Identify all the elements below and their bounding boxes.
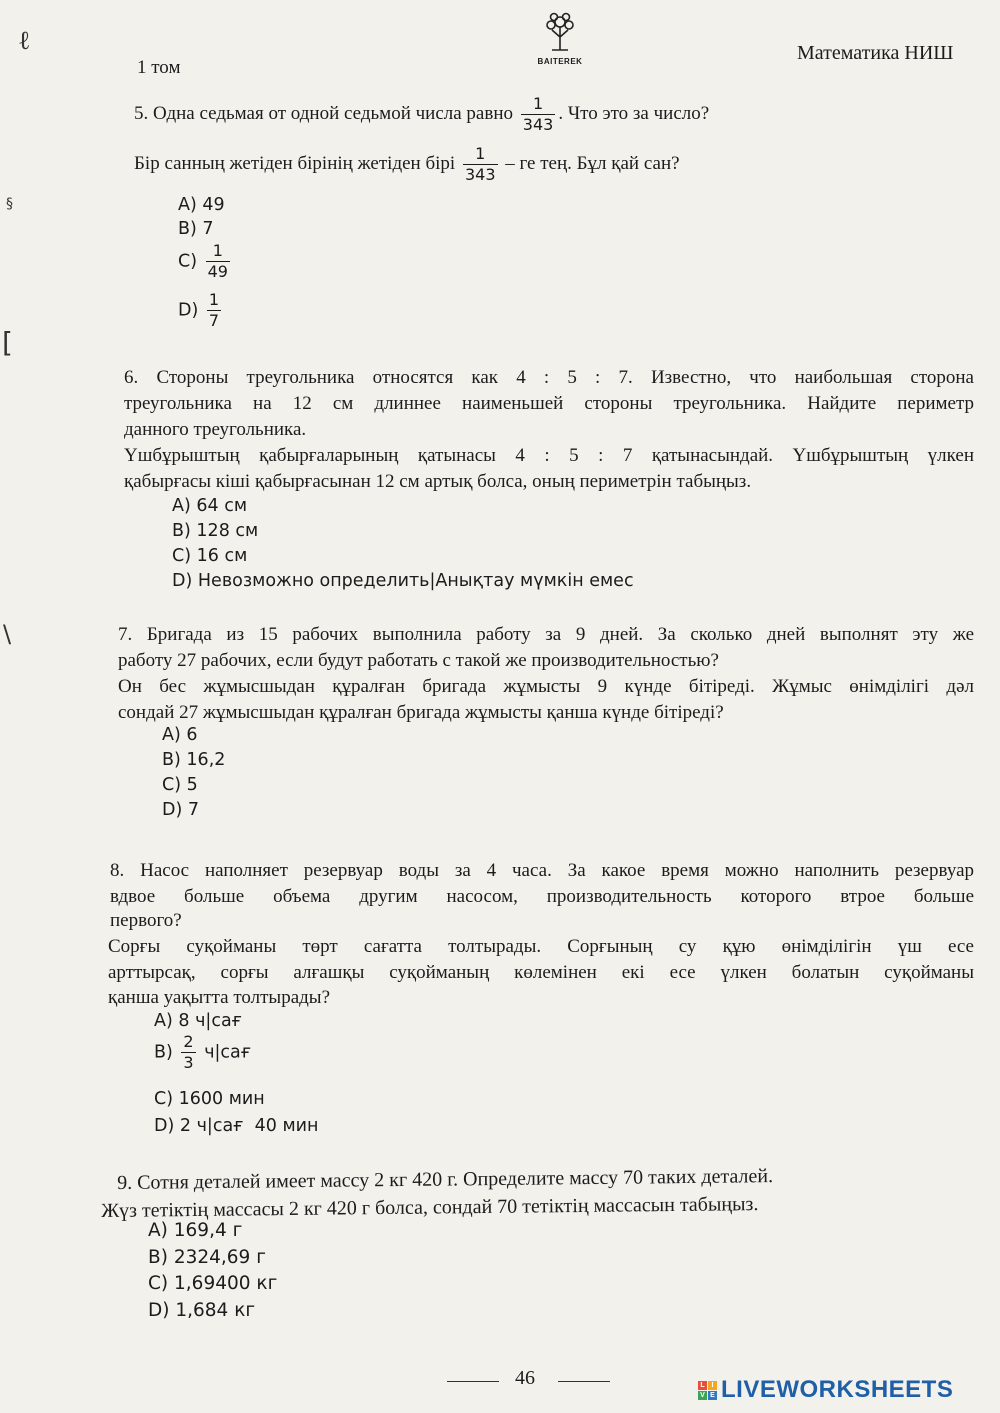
option-text: 64 см <box>196 496 248 516</box>
option-text: 7 <box>187 800 200 820</box>
question-5-ru <box>134 96 709 133</box>
question-6-number: 6. <box>124 367 139 388</box>
question-8-number: 8. <box>110 860 125 881</box>
option-text: 169,4 г <box>173 1220 243 1241</box>
option-text: 16 см <box>196 546 248 566</box>
question-8-option-a[interactable] <box>154 1011 242 1031</box>
liveworksheets-logo-icon <box>698 1381 717 1400</box>
question-5-ru-fraction <box>521 96 556 133</box>
question-8-ru-line-2: вдвое больше объема другим насосом, производительность которого втрое больше <box>110 886 974 907</box>
fraction-denominator: 343 <box>522 115 554 134</box>
option-text: 5 <box>186 775 198 795</box>
liveworksheets-brand: LIVEWORKSHEETS <box>721 1376 954 1403</box>
question-8-kz-line-3: қанша уақытта толтырады? <box>108 987 330 1008</box>
question-7-option-b[interactable] <box>162 750 225 770</box>
fraction-numerator: 1 <box>212 241 223 260</box>
question-6-option-d[interactable] <box>172 571 634 591</box>
badge-letter: E <box>708 1391 717 1400</box>
option-fraction <box>206 243 230 280</box>
question-7-text: Бригада из 15 рабочих выполнила работу за 9 дней. За сколько дней выполнят эту же <box>146 624 975 645</box>
question-6-ru-line-2: треугольника на 12 см длиннее наименьшей стороны треугольника. Найдите периметр <box>124 393 974 414</box>
option-label: A) <box>154 1011 173 1031</box>
question-6-kz-line-2: қабырғасы кіші қабырғасынан 12 см артық болса, оның периметрін табыңыз. <box>124 471 752 492</box>
option-text: 49 <box>202 195 225 215</box>
option-text: 6 <box>186 725 198 745</box>
option-label: A) <box>148 1220 168 1241</box>
margin-pen-mark: ℓ <box>18 26 31 56</box>
fraction-denominator: 49 <box>207 262 228 281</box>
option-label: C) <box>162 775 182 795</box>
subject-label: Математика НИШ <box>797 42 954 64</box>
question-7-option-c[interactable] <box>162 775 198 795</box>
page-number: 46 <box>515 1367 535 1389</box>
option-text: 1,684 кг <box>175 1300 256 1321</box>
liveworksheets-watermark <box>698 1376 953 1404</box>
baiterek-logo <box>525 10 595 66</box>
question-5-kz-tail: – ге тең. Бұл қай сан? <box>505 152 680 174</box>
option-text: 1600 мин <box>178 1089 265 1109</box>
option-text: ч|сағ <box>204 1042 252 1063</box>
question-5-kz-fraction <box>463 146 498 183</box>
question-7-kz-line-2: сондай 27 жұмысшыдан құралған бригада жұмысты қанша күнде бітіреді? <box>118 702 724 723</box>
question-8-option-d[interactable] <box>154 1116 318 1136</box>
question-8-ru-line-1 <box>110 858 974 884</box>
question-6-text: Стороны треугольника относятся как 4 : 5 : 7. Известно, что наибольшая сторона <box>156 367 974 388</box>
option-label: A) <box>172 496 191 516</box>
question-9-kz: Жүз тетіктің массасы 2 кг 420 г болса, сондай 70 тетіктің массасын табыңыз. <box>101 1193 759 1222</box>
question-5-option-d[interactable] <box>178 292 224 329</box>
question-6-ru-line-3: данного треугольника. <box>124 419 307 440</box>
question-9-option-b[interactable] <box>148 1247 266 1268</box>
fraction-denominator: 3 <box>183 1053 194 1072</box>
option-text: 2 ч|сағ 40 мин <box>179 1116 319 1136</box>
fraction-numerator: 2 <box>183 1032 194 1051</box>
fraction-numerator: 1 <box>208 290 220 309</box>
question-8-kz-line-2: арттырсақ, сорғы алғашқы суқойманың көлемінен екі есе үлкен болатын суқойманы <box>108 962 974 983</box>
question-6-ru-line-1 <box>124 365 974 391</box>
question-5-option-b[interactable] <box>178 219 214 239</box>
question-7-option-a[interactable] <box>162 725 198 745</box>
option-label: B) <box>148 1247 168 1268</box>
option-label: A) <box>162 725 181 745</box>
question-5-option-c[interactable] <box>178 243 233 280</box>
badge-letter: L <box>698 1381 707 1390</box>
question-5-kz <box>134 146 680 183</box>
question-8-option-c[interactable] <box>154 1089 265 1109</box>
option-label: C) <box>178 251 198 272</box>
question-9-text: Сотня деталей имеет массу 2 кг 420 г. Определите массу 70 таких деталей. <box>137 1165 774 1194</box>
question-6-option-b[interactable] <box>172 521 258 541</box>
question-7-kz-line-1: Он бес жұмысшыдан құралған бригада жұмысты 9 күнде бітіреді. Жұмыс өнімділігі дәл <box>118 676 974 697</box>
question-5-ru-text: Одна седьмая от одной седьмой числа равно <box>153 102 514 124</box>
option-fraction <box>207 292 221 329</box>
question-6-option-c[interactable] <box>172 546 247 566</box>
question-5-kz-text: Бір санның жетіден бірінің жетіден бірі <box>134 152 456 174</box>
question-7-ru-line-1 <box>118 622 974 648</box>
footer-rule-left <box>447 1381 499 1382</box>
option-label: C) <box>148 1273 169 1294</box>
option-label: C) <box>154 1089 174 1109</box>
margin-pen-mark: \ <box>3 620 12 648</box>
question-9-option-d[interactable] <box>148 1300 255 1321</box>
option-text: 1,69400 кг <box>174 1273 278 1294</box>
question-7-ru-line-2: работу 27 рабочих, если будут работать с такой же производительностью? <box>118 650 719 671</box>
question-5-option-a[interactable] <box>178 195 225 215</box>
option-text: 2324,69 г <box>173 1247 266 1268</box>
logo-text: BAITEREK <box>537 57 583 66</box>
question-8-text: Насос наполняет резервуар воды за 4 часа. За какое время можно наполнить резервуар <box>140 860 974 881</box>
question-7-option-d[interactable] <box>162 800 199 820</box>
fraction-numerator: 1 <box>475 144 486 163</box>
option-text: Невозможно определить|Анықтау мүмкін емес <box>197 571 634 591</box>
option-label: B) <box>172 521 191 541</box>
fraction-denominator: 343 <box>464 165 496 184</box>
option-label: D) <box>148 1300 170 1321</box>
footer-rule-right <box>558 1381 610 1382</box>
badge-letter: I <box>708 1381 717 1390</box>
option-label: D) <box>162 800 183 820</box>
question-6-kz-line-1: Үшбұрыштың қабырғаларының қатынасы 4 : 5 : 7 қатынасындай. Үшбұрыштың үлкен <box>124 445 974 466</box>
option-fraction <box>181 1034 195 1071</box>
question-8-option-b[interactable] <box>154 1034 251 1071</box>
margin-pen-mark: § <box>6 196 13 212</box>
question-5-number: 5. <box>134 102 149 124</box>
option-label: D) <box>178 300 199 321</box>
question-5-ru-tail: . Что это за число? <box>558 102 710 124</box>
option-label: C) <box>172 546 192 566</box>
badge-letter: V <box>698 1391 707 1400</box>
option-text: 7 <box>202 219 214 239</box>
question-8-ru-line-3: первого? <box>110 910 182 931</box>
option-label: B) <box>154 1042 173 1063</box>
question-8-kz-line-1: Сорғы суқойманы төрт сағатта толтырады. Сорғының су құю өнімділігін үш есе <box>108 936 974 957</box>
option-text: 8 ч|сағ <box>178 1011 242 1031</box>
option-label: B) <box>162 750 181 770</box>
question-9-option-c[interactable] <box>148 1273 277 1294</box>
option-label: A) <box>178 195 197 215</box>
fraction-numerator: 1 <box>532 94 544 113</box>
option-text: 16,2 <box>186 750 226 770</box>
tree-icon <box>538 10 582 54</box>
option-label: D) <box>172 571 193 591</box>
fraction-denominator: 7 <box>208 311 220 330</box>
question-7-number: 7. <box>118 624 133 645</box>
question-9-option-a[interactable] <box>148 1220 242 1241</box>
margin-pen-mark: [ <box>2 326 13 359</box>
option-text: 128 см <box>196 521 259 541</box>
option-label: D) <box>154 1116 175 1136</box>
volume-label: 1 том <box>137 57 181 78</box>
option-label: B) <box>178 219 197 239</box>
question-9-number: 9. <box>117 1171 133 1194</box>
question-6-option-a[interactable] <box>172 496 247 516</box>
